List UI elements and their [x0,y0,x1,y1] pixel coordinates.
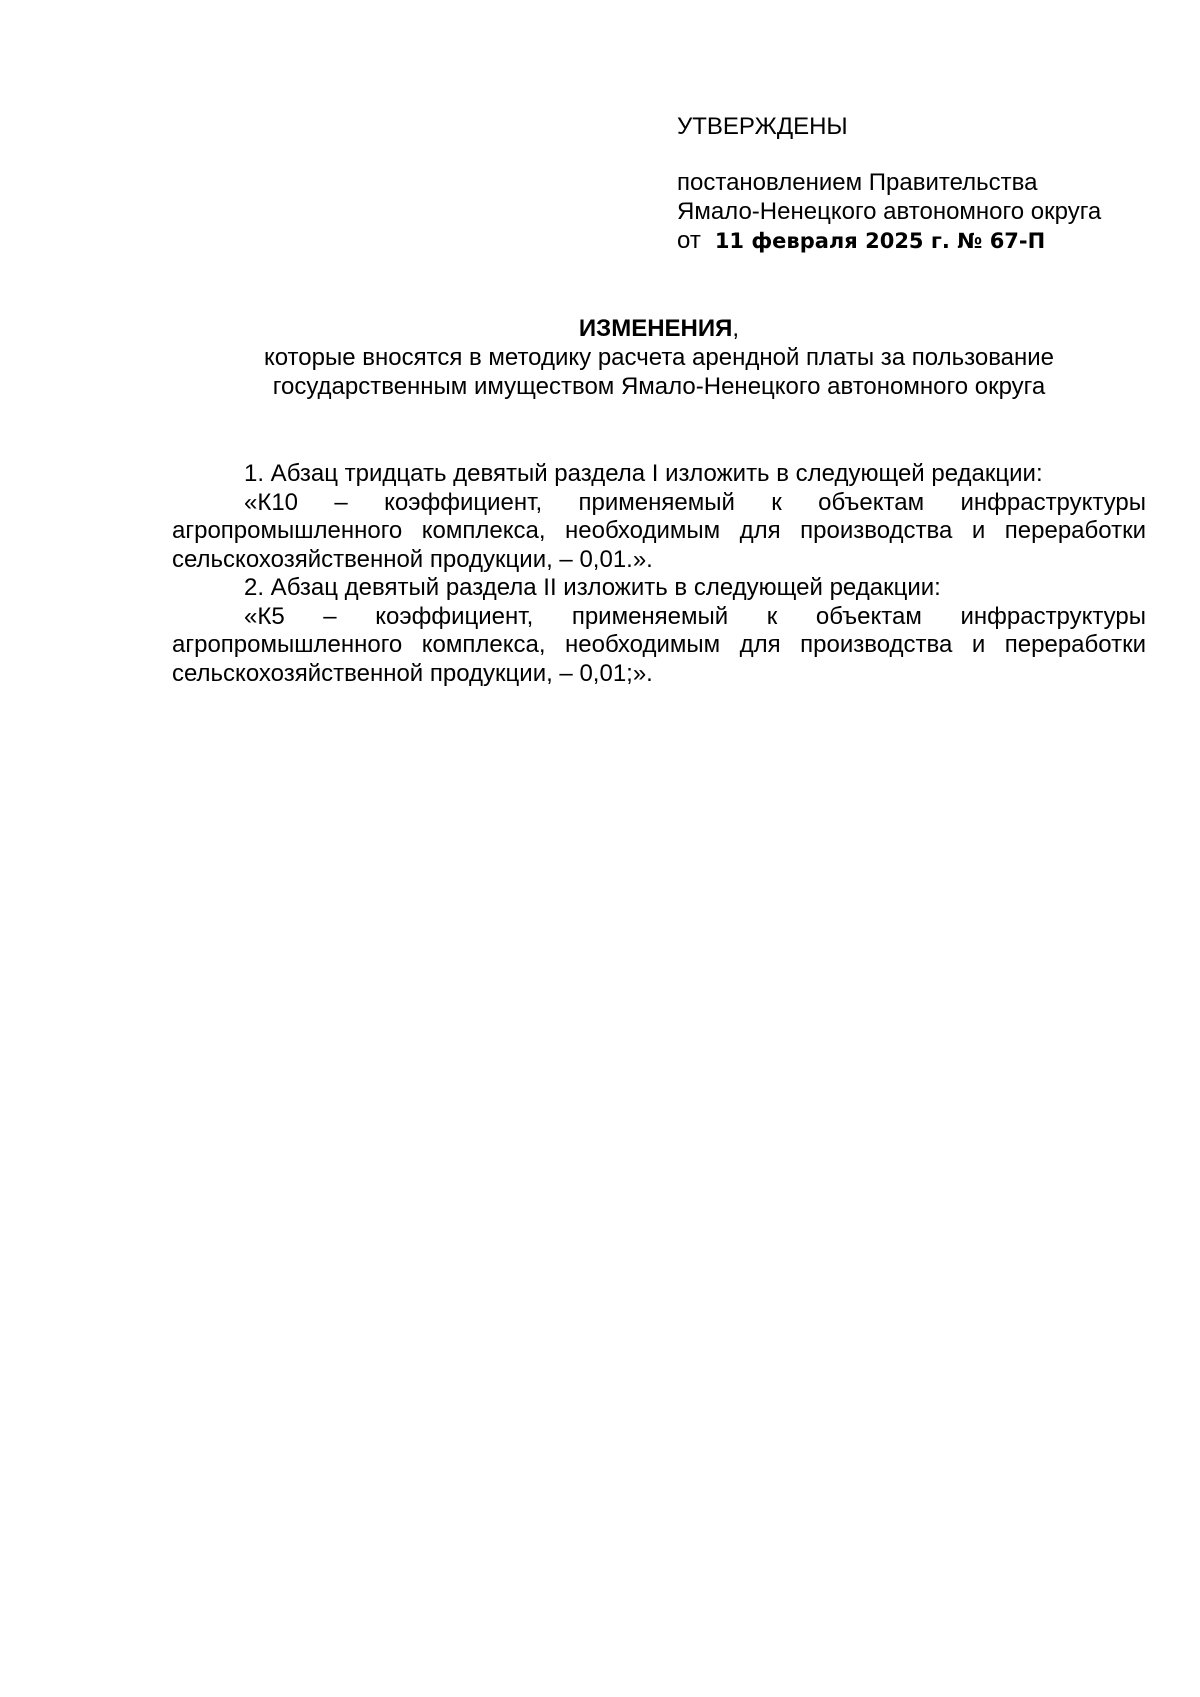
heading-title-comma: , [732,315,740,342]
document-body [172,460,1146,688]
approval-block [677,112,1157,256]
date-prefix: от [677,227,701,254]
heading-subtitle-line-1: которые вносятся в методику расчета арендной платы за пользование [263,344,1055,371]
approved-label: УТВЕРЖДЕНЫ [677,113,848,140]
paragraph-2: «К10 – коэффициент, применяемый к объектам инфраструктуры агропромышленного комплекса, необходимым для производства и переработки сельскохозяйственной продукции, – 0,01.». [172,488,1146,573]
document-heading [172,314,1146,401]
heading-subtitle-line-2: государственным имуществом Ямало-Ненецкого автономного округа [272,373,1046,400]
approval-line-1: постановлением Правительства [677,169,1038,196]
heading-title: ИЗМЕНЕНИЯ [578,315,733,342]
paragraph-4: «К5 – коэффициент, применяемый к объектам инфраструктуры агропромышленного комплекса, необходимым для производства и переработки сельскохозяйственной продукции, – 0,01;». [172,602,1146,687]
approval-line-2: Ямало-Ненецкого автономного округа [677,198,1102,225]
paragraph-1: 1. Абзац тридцать девятый раздела I изложить в следующей редакции: [244,460,1043,487]
heading-title-line [172,314,1146,343]
resolution-date-number: 11 февраля 2025 г. № 67-П [714,229,1046,253]
paragraph-3: 2. Абзац девятый раздела II изложить в следующей редакции: [244,574,941,601]
approval-date-line [677,226,1157,256]
